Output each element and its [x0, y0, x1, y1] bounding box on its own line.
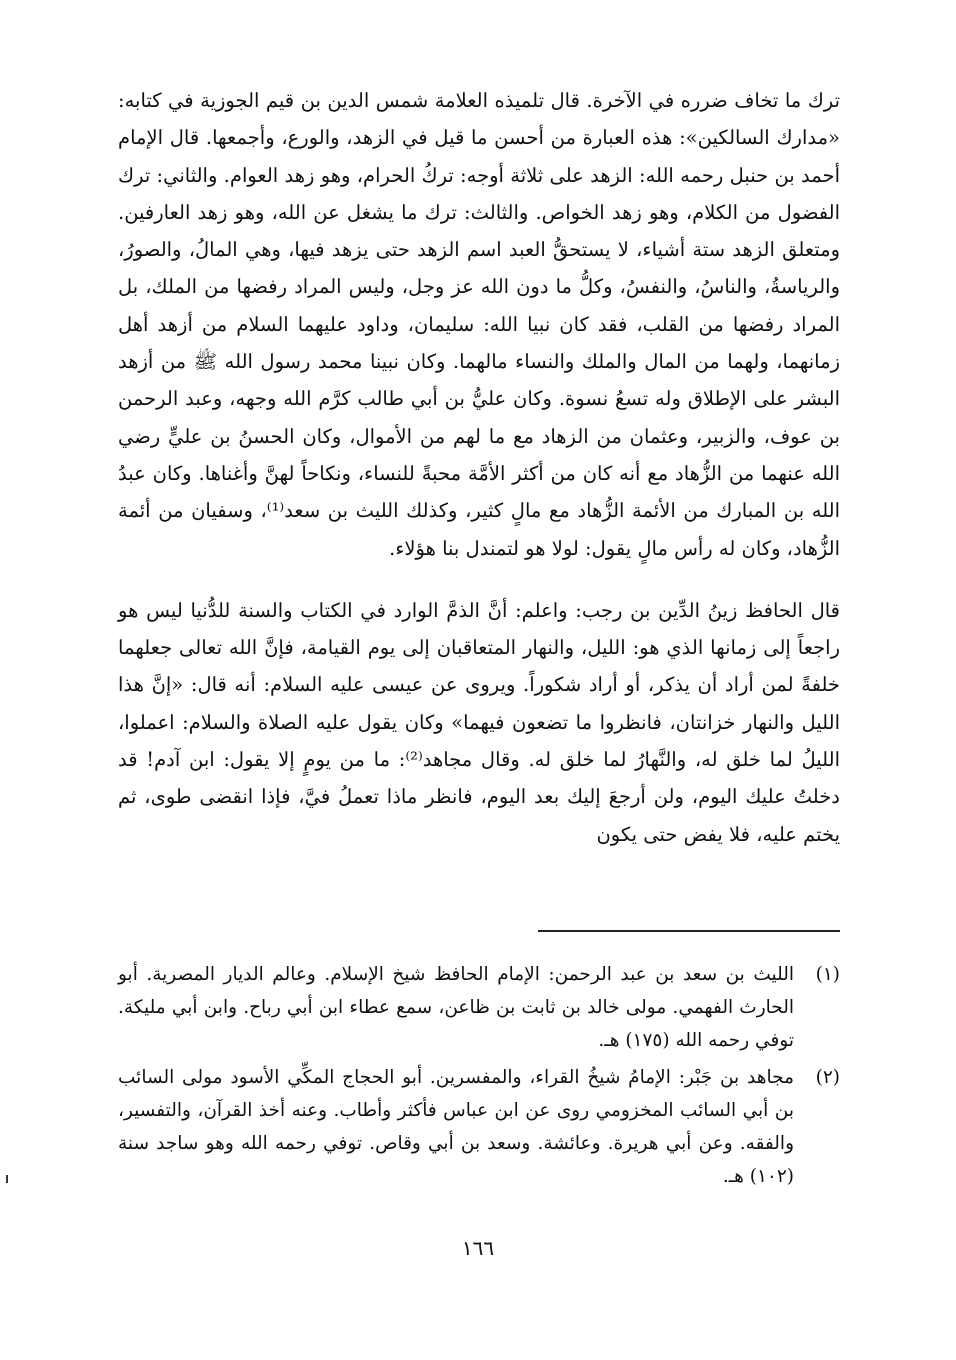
page-number: ١٦٦ — [461, 1236, 495, 1260]
scan-mark — [6, 1175, 8, 1183]
footnote-1 — [118, 958, 840, 1057]
footnote-number: (١) — [815, 964, 840, 985]
footnote-text: مجاهد بن جَبْر: الإمامُ شيخُ القراء، والمفسرين. أبو الحجاج المكِّي الأسود مولى السائب بن أبي السائب المخزومي روى عن ابن عباس فأكثر وأطاب. وعنه أخذ القرآن، والتفسير، والفقه. وعن أبي هريرة. وعائشة. وسعد بن أبي وقاص. توفي رحمه الله وهو ساجد سنة (١٠٢) هـ. — [118, 1067, 794, 1187]
footnotes — [118, 958, 840, 1197]
footnote-separator — [538, 930, 840, 932]
paragraph-ibn-rajab: قال الحافظ زينُ الدِّين بن رجب: واعلم: أنَّ الذمَّ الوارد في الكتاب والسنة للدُّنيا ليس هو راجعاً إلى زمانها الذي هو: الليل، والنهار المتعاقبان إلى يوم القيامة، فإنَّ الله تعالى جعلهما خلفةً لمن أراد أن يذكر، أو أراد شكوراً. ويروى عن عيسى عليه السلام: أنه قال: «إنَّ هذا الليل والنهار خزانتان، فانظروا ما تضعون فيهما» وكان يقول عليه الصلاة والسلام: اعملوا، الليلُ لما خلق له، والنَّهارُ لما خلق له. وقال مجاهد⁽²⁾: ما من يومٍ إلا يقول: ابن آدم! قد دخلتُ عليك اليوم، ولن أرجعَ إليك بعد اليوم، فانظر ماذا تعملُ فيَّ، فإذا انقضى طوى، ثم يختم عليه، فلا يفض حتى يكون — [118, 598, 841, 846]
paragraph-zuhd: ترك ما تخاف ضرره في الآخرة. قال تلميذه العلامة شمس الدين بن قيم الجوزية في كتابه: «مدارك السالكين»: هذه العبارة من أحسن ما قيل في الزهد، والورع، وأجمعها. قال الإمام أحمد بن حنبل رحمه الله: الزهد على ثلاثة أوجه: تركُ الحرام، وهو زهد العوام. والثاني: ترك الفضول من الكلام، وهو زهد الخواص. والثالث: ترك ما يشغل عن الله، وهو زهد العارفين. ومتعلق الزهد ستة أشياء، لا يستحقُّ العبد اسم الزهد حتى يزهد فيها، وهي المالُ، والصورُ، والرياسةُ، والناسُ، والنفسُ، وكلُّ ما دون الله عز وجل، وليس المراد رفضها من الملك، بل المراد رفضها من القلب، فقد كان نبيا الله: سليمان، وداود عليهما السلام من أزهد أهل زمانهما، ولهما من المال والملك والنساء مالهما. وكان نبينا محمد رسول الله ﷺ من أزهد البشر على الإطلاق وله تسعُ نسوة. وكان عليُّ بن أبي طالب كرَّم الله وجهه، وعبد الرحمن بن عوف، والزبير، وعثمان من الزهاد مع ما لهم من الأموال، وكان الحسنُ بن عليٍّ رضي الله عنهما من الزُّهاد مع أنه كان من أكثر الأمَّة محبةً للنساء، ونكاحاً لهنَّ وأغناها. وكان عبدُ الله بن المبارك من الأئمة الزُّهاد مع مالٍ كثير، وكذلك الليث بن سعد⁽¹⁾، وسفيان من أئمة الزُّهاد، وكان له رأس مالٍ يقول: لولا هو لتمندل بنا هؤلاء. — [118, 89, 841, 560]
main-text — [118, 82, 840, 853]
footnote-2 — [118, 1061, 840, 1193]
footnote-number: (٢) — [815, 1067, 840, 1088]
footnote-text: الليث بن سعد بن عبد الرحمن: الإمام الحافظ شيخ الإسلام. وعالم الديار المصرية. أبو الحارث الفهمي. مولى خالد بن ثابت بن ظاعن، سمع عطاء ابن أبي رباح. وابن أبي مليكة. توفي رحمه الله (١٧٥) هـ. — [118, 964, 794, 1051]
